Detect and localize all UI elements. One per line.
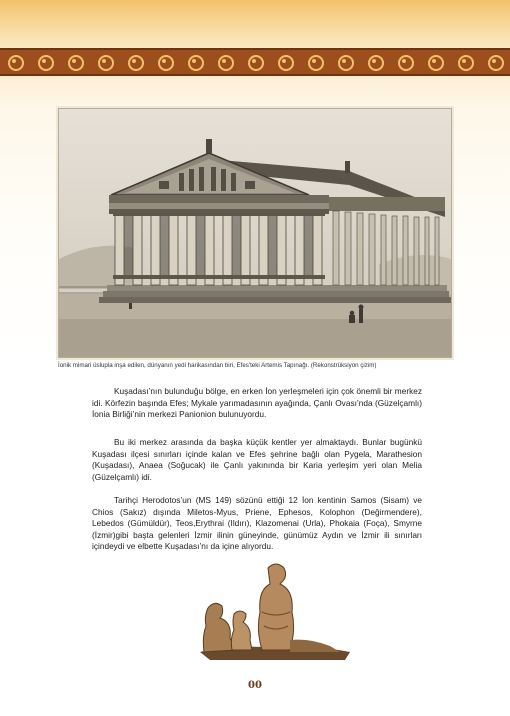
image-caption: İonik mimari üslupla inşa edilen, dünyanın yedi harikasından biri, Efes'teki Artemis Tapınağı. (Rekonstrüksiyon çizim): [58, 362, 377, 369]
paragraph-text: Bu iki merkez arasında da başka küçük kentler yer almaktaydı. Bunlar bugünkü Kuşadası ilçesi sınırları içinde kalan ve Efes şehrine bağlı olan Pygela, Marathesion (Kuşadası), Anaea (Soğucak) ile Çanlı yakınında bir Karia yerleşim yeri olan Melia (Güzelçamlı) idi.: [92, 437, 422, 482]
ornamental-border: [0, 48, 510, 76]
temple-engraving-image: [58, 108, 452, 358]
paragraph-3: [92, 495, 422, 553]
paragraph-text: Tarihçi Herodotos’un (MS 149) sözünü ettiği 12 İon kentinin Samos (Sisam) ve Chios (Sakız) dışında Miletos-Myus, Priene, Ephesos, Kolophon (Değirmendere), Lebedos (Gümüldür), Teos,Erythrai (Ildırı), Klazomenai (Urla), Phokaia (Foça), Smyrne (İzmir)gibi başta gelenleri İzmir ilinin güneyinde, günümüz Aydın ve İzmir ili sınırları içindeydi ve elbette Kuşadası’nı da içine alıyordu.: [92, 495, 422, 551]
page-number: 00: [248, 680, 262, 691]
paragraph-1: [92, 386, 422, 421]
paragraph-2: [92, 437, 422, 483]
paragraph-text: Kuşadası’nın bulunduğu bölge, en erken İon yerleşmeleri için çok önemli bir merkez idi. Körfezin başında Efes; Mykale yarımadasının ayağında, Çanlı Ovası’nda (Güzelçamlı) İonia Birliği’nin merkezi Panionion bulunuyordu.: [92, 386, 422, 419]
statue-group-image: [190, 560, 360, 670]
